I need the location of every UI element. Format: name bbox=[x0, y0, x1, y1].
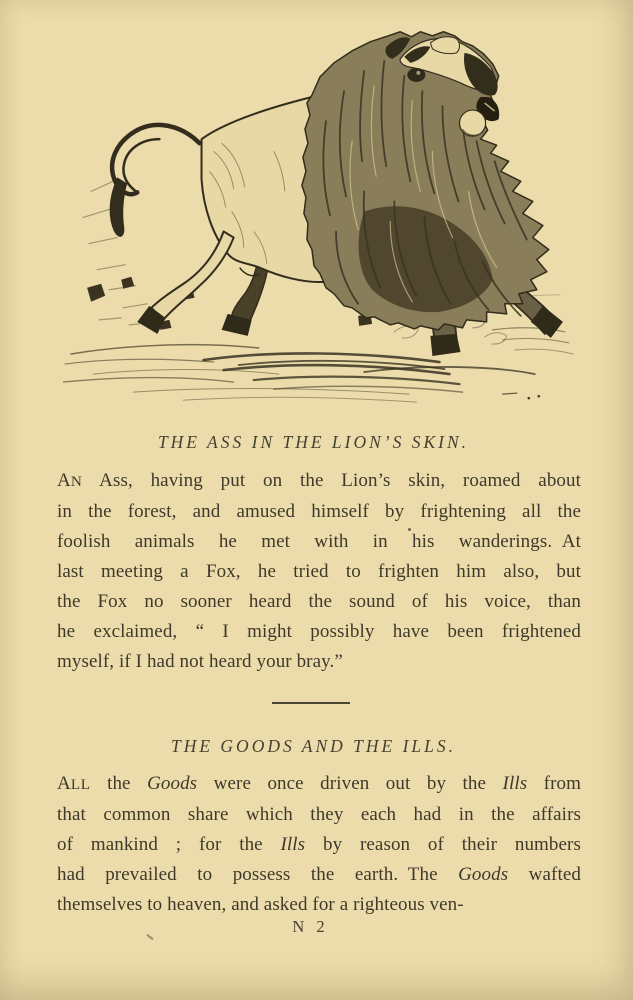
ass-hindquarters bbox=[110, 97, 326, 336]
hoof bbox=[430, 334, 460, 356]
text-line: AN Ass, having put on the Lion’s skin, roamed about bbox=[57, 470, 581, 491]
text-line: of mankind ; for the Ills by reason of their numbers bbox=[57, 834, 581, 855]
tail-tuft bbox=[110, 177, 128, 236]
text-line: he exclaimed, “ I might possibly have been frightened bbox=[57, 621, 581, 642]
eye bbox=[407, 68, 425, 82]
fable-text-goods-and-ills bbox=[57, 769, 581, 920]
text-line: myself, if I had not heard your bray.” bbox=[57, 651, 343, 672]
text-line: the Fox no sooner heard the sound of his voice, than bbox=[57, 591, 581, 612]
printers-signature: N 2 bbox=[292, 917, 329, 936]
ink-speck bbox=[408, 528, 411, 531]
text-line: last meeting a Fox, he tried to frighten him also, but bbox=[57, 561, 581, 582]
fable-title-ass-in-lions-skin: THE ASS IN THE LION’S SKIN. bbox=[157, 432, 470, 452]
fable-title-goods-and-ills: THE GOODS AND THE ILLS. bbox=[170, 736, 457, 756]
chin bbox=[460, 110, 486, 136]
text-line: foolish animals he met with in his wanderings. At bbox=[57, 531, 581, 552]
illustration-ass-in-lions-skin bbox=[63, 30, 585, 418]
text-line: had prevailed to possess the earth. The Goods wafted bbox=[57, 864, 581, 885]
section-divider bbox=[272, 702, 350, 704]
fable-illustration bbox=[63, 30, 585, 418]
text-line: themselves to heaven, and asked for a righteous ven- bbox=[57, 894, 464, 915]
lion-skin-mane bbox=[302, 32, 549, 330]
text-line: that common share which they each had in the affairs bbox=[57, 804, 581, 825]
text-line: in the forest, and amused himself by frightening all the bbox=[57, 501, 581, 522]
text-line: ALL the Goods were once driven out by the Ills from bbox=[57, 773, 582, 794]
fable-text-ass-in-lions-skin bbox=[57, 466, 581, 677]
